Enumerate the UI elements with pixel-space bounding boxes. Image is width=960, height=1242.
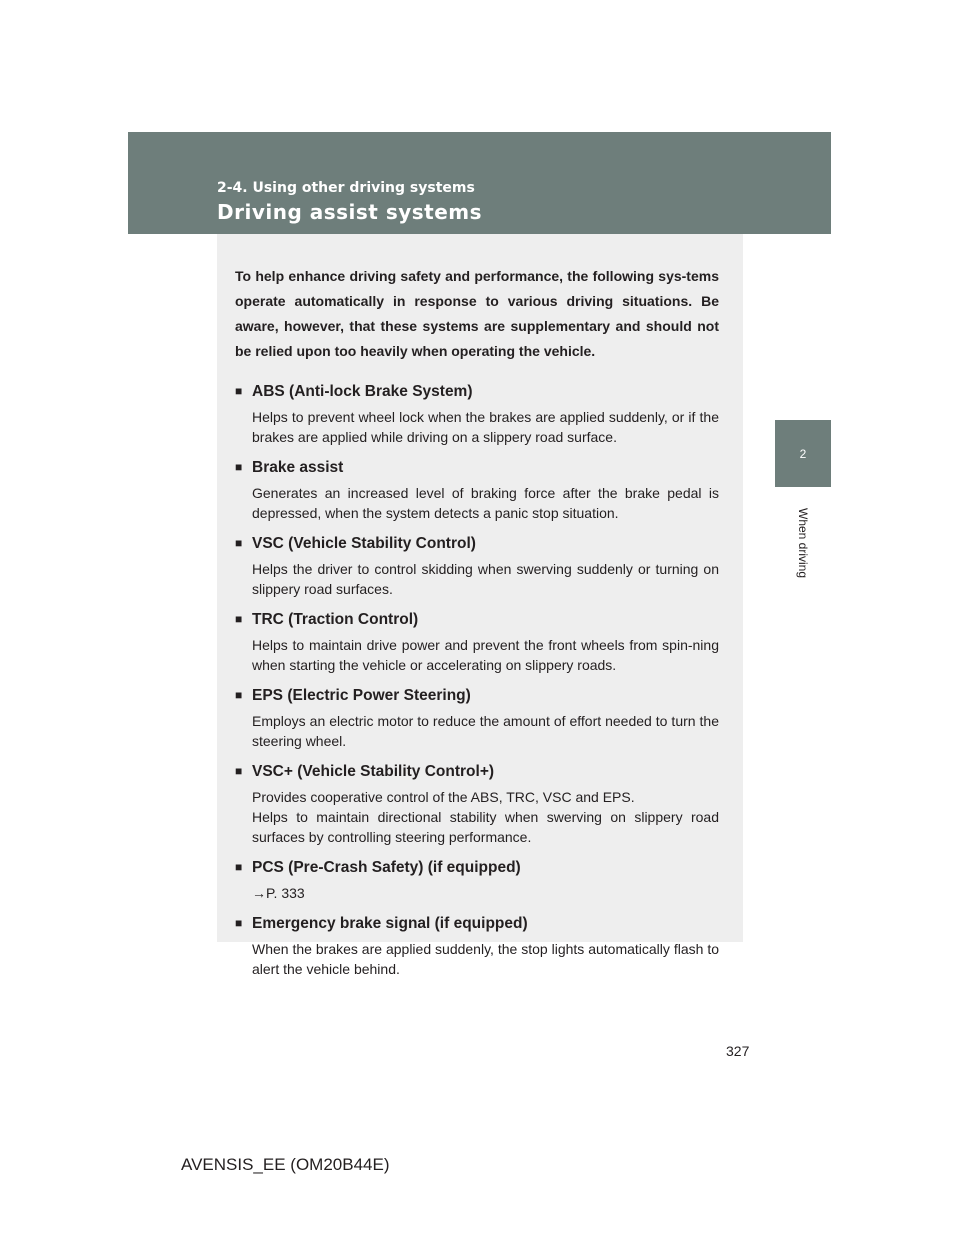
- item-title: ABS (Anti-lock Brake System): [252, 383, 473, 400]
- list-item: [235, 913, 719, 979]
- item-description: Provides cooperative control of the ABS, TRC, VSC and EPS.: [252, 789, 635, 805]
- item-heading: [235, 609, 719, 630]
- item-title: PCS (Pre-Crash Safety) (if equipped): [252, 859, 521, 876]
- list-item: [235, 761, 719, 847]
- intro-paragraph: To help enhance driving safety and performance, the following sys-tems operate automatically in response to various driving situations. Be aware, however, that these systems are supplementary and should not be relied upon too heavily when operating the vehicle.: [235, 268, 719, 359]
- list-item: [235, 609, 719, 675]
- square-bullet-icon: ■: [235, 916, 243, 930]
- item-description: When the brakes are applied suddenly, the stop lights automatically flash to alert the vehicle behind.: [252, 941, 719, 977]
- square-bullet-icon: ■: [235, 384, 243, 398]
- chapter-label: When driving: [796, 507, 810, 579]
- square-bullet-icon: ■: [235, 612, 243, 626]
- page-number: 327: [726, 1043, 750, 1059]
- content-box: [217, 234, 743, 977]
- chapter-tab: [775, 420, 831, 487]
- item-description: →P. 333: [252, 885, 305, 901]
- item-title: Emergency brake signal (if equipped): [252, 915, 528, 932]
- list-item: [235, 457, 719, 523]
- item-description: Helps to maintain drive power and prevent the front wheels from spin-ning when starting the vehicle or accelerating on slippery roads.: [252, 637, 719, 673]
- list-item: [235, 533, 719, 599]
- item-title: VSC (Vehicle Stability Control): [252, 535, 476, 552]
- item-heading: [235, 457, 719, 478]
- header-banner: [128, 132, 831, 234]
- item-heading: [235, 761, 719, 782]
- item-description: Helps to prevent wheel lock when the brakes are applied suddenly, or if the brakes are applied while driving on a slippery road surface.: [252, 409, 719, 445]
- square-bullet-icon: ■: [235, 860, 243, 874]
- list-item: [235, 685, 719, 751]
- list-item: [235, 857, 719, 903]
- square-bullet-icon: ■: [235, 536, 243, 550]
- item-description: Generates an increased level of braking force after the brake pedal is depressed, when the system detects a panic stop situation.: [252, 485, 719, 521]
- item-heading: [235, 913, 719, 934]
- system-list: [235, 381, 719, 979]
- square-bullet-icon: ■: [235, 460, 243, 474]
- page-title: Driving assist systems: [217, 200, 483, 224]
- item-heading: [235, 381, 719, 402]
- item-heading: [235, 533, 719, 554]
- chapter-number: 2: [799, 446, 807, 461]
- list-item: [235, 381, 719, 447]
- item-title: EPS (Electric Power Steering): [252, 687, 471, 704]
- item-title: VSC+ (Vehicle Stability Control+): [252, 763, 495, 780]
- item-title: TRC (Traction Control): [252, 611, 419, 628]
- item-heading: [235, 685, 719, 706]
- square-bullet-icon: ■: [235, 688, 243, 702]
- chapter-label-container: [775, 498, 831, 588]
- item-description: Helps the driver to control skidding when swerving suddenly or turning on slippery road surfaces.: [252, 561, 719, 597]
- section-label: 2-4. Using other driving systems: [217, 180, 475, 196]
- item-description: Employs an electric motor to reduce the amount of effort needed to turn the steering wheel.: [252, 713, 719, 749]
- footer-code: AVENSIS_EE (OM20B44E): [181, 1155, 390, 1174]
- item-title: Brake assist: [252, 459, 344, 476]
- item-description: Helps to maintain directional stability when swerving on slippery road surfaces by controlling steering performance.: [252, 809, 719, 845]
- square-bullet-icon: ■: [235, 764, 243, 778]
- item-heading: [235, 857, 719, 878]
